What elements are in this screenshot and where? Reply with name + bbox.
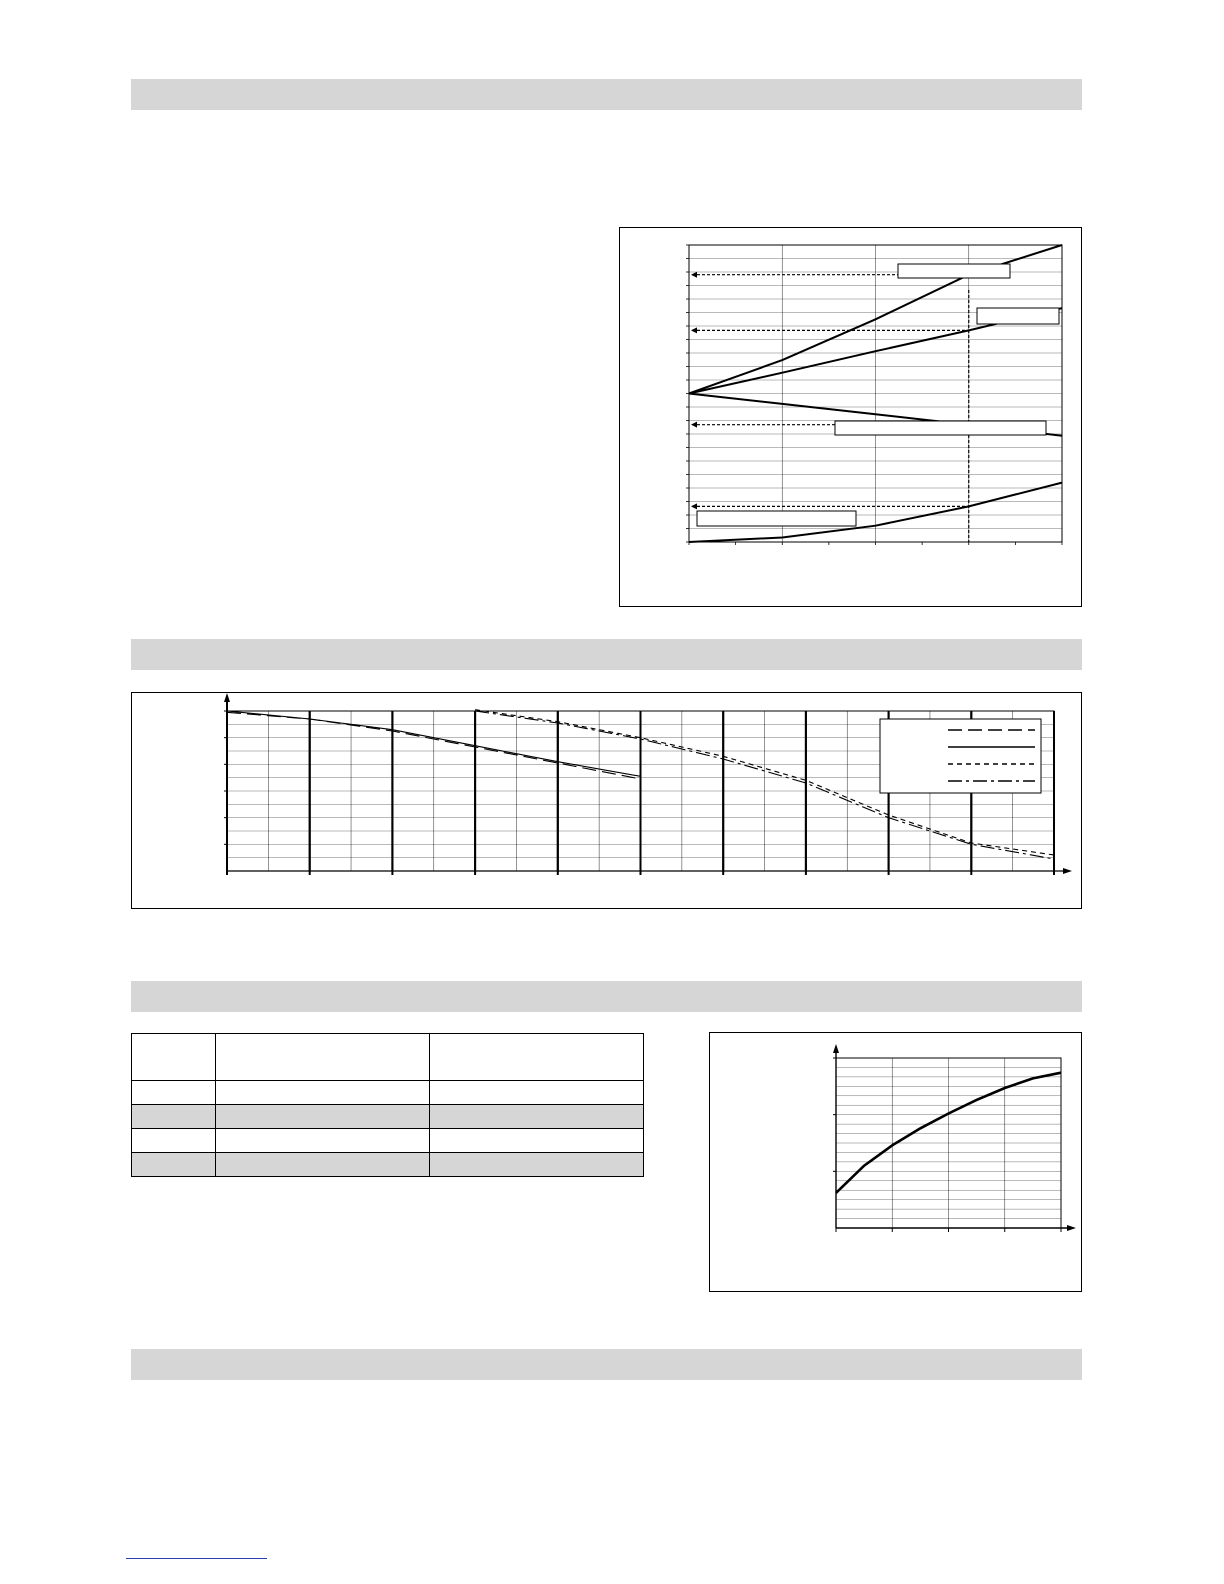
figure-2-frame xyxy=(131,692,1082,909)
figure-3-frame xyxy=(709,1032,1082,1292)
table-row xyxy=(132,1105,644,1129)
table-cell xyxy=(132,1129,216,1153)
chart1-callout-box xyxy=(977,308,1059,324)
section-header-band-1 xyxy=(131,79,1082,110)
table-cell xyxy=(430,1153,644,1177)
section-header-band-3 xyxy=(131,981,1082,1012)
section-header-band-2 xyxy=(131,639,1082,670)
table-row xyxy=(132,1153,644,1177)
table-header-cell xyxy=(430,1034,644,1081)
table-cell xyxy=(215,1105,430,1129)
chart1-callout-box xyxy=(835,421,1046,435)
table-header-row xyxy=(132,1034,644,1081)
table-cell xyxy=(215,1153,430,1177)
table-header-cell xyxy=(132,1034,216,1081)
footnote-link-rule[interactable] xyxy=(126,1558,267,1559)
table-cell xyxy=(215,1081,430,1105)
section-header-band-4 xyxy=(131,1349,1082,1380)
figure-1-frame xyxy=(619,227,1082,607)
chart3-x-axis-arrow xyxy=(1067,1225,1076,1231)
table-row xyxy=(132,1081,644,1105)
chart3-y-axis-arrow xyxy=(833,1044,839,1053)
chart2-y-axis-arrow xyxy=(224,693,230,702)
chart1-callout-box xyxy=(697,511,856,526)
table-cell xyxy=(132,1153,216,1177)
table-cell xyxy=(430,1081,644,1105)
table-cell xyxy=(215,1129,430,1153)
table-row xyxy=(132,1129,644,1153)
chart1-callout-box xyxy=(898,264,1010,278)
figure-1-chart xyxy=(620,228,1081,606)
table-cell xyxy=(132,1081,216,1105)
chart2-x-axis-arrow xyxy=(1063,868,1072,874)
table-cell xyxy=(430,1129,644,1153)
figure-2-chart xyxy=(132,693,1081,908)
table-cell xyxy=(132,1105,216,1129)
table-cell xyxy=(430,1105,644,1129)
table-header-cell xyxy=(215,1034,430,1081)
data-table xyxy=(131,1033,644,1177)
figure-3-chart xyxy=(710,1033,1081,1291)
